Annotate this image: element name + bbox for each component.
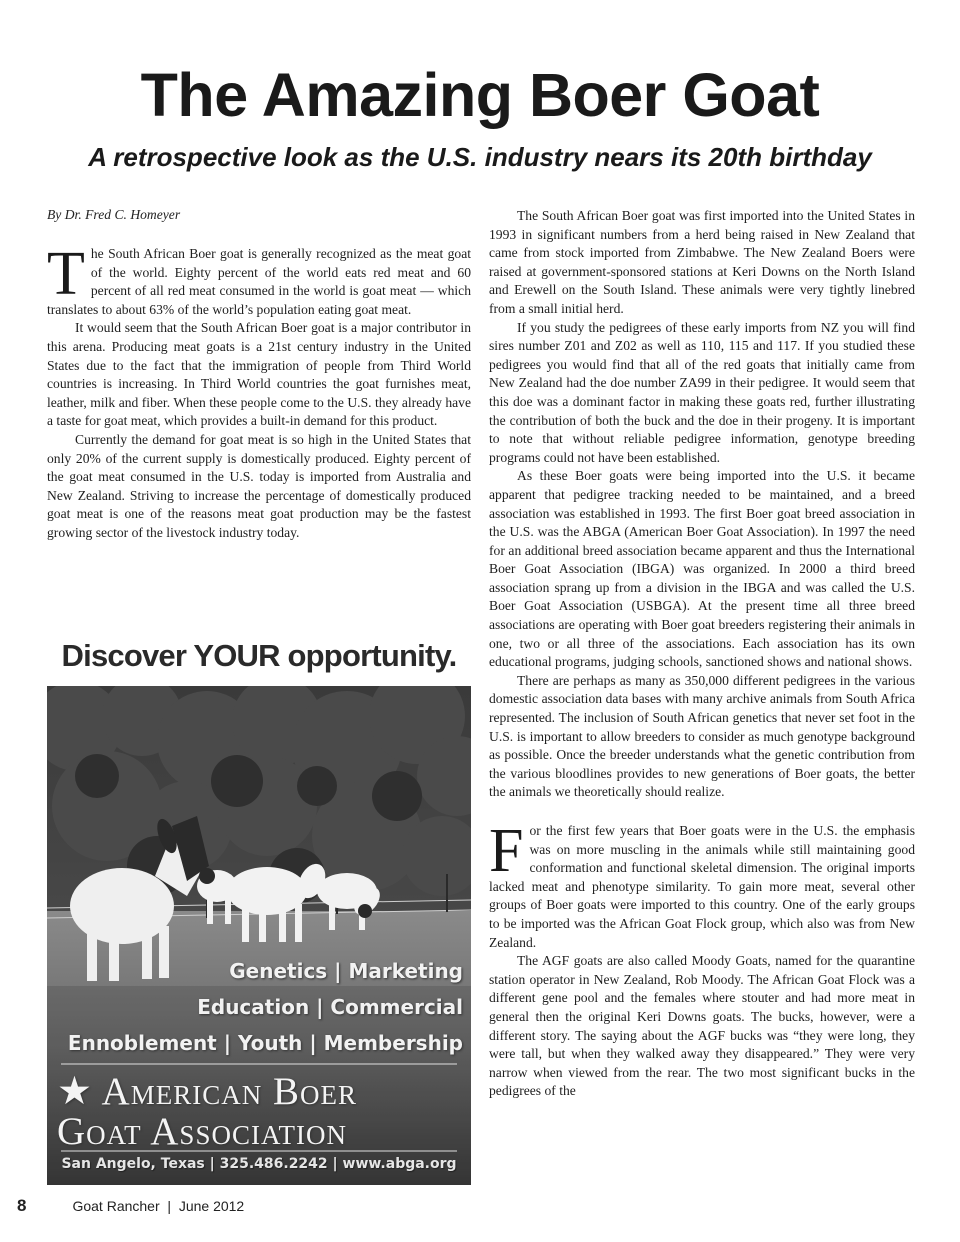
article-subtitle: A retrospective look as the U.S. industry nears its 20th birthday — [88, 142, 872, 172]
drop-cap: F — [489, 817, 524, 885]
byline: By Dr. Fred C. Homeyer — [47, 207, 181, 222]
association-name-line-1: ★ American Boer — [57, 1070, 357, 1113]
ad-headline: Discover YOUR opportunity. — [61, 638, 457, 673]
ad-services-line-1: Genetics | Marketing — [229, 959, 463, 983]
paragraph-9: The AGF goats are also called Moody Goats, named for the quarantine station operator in New Zealand, Rob Moody. The African Goat Flock was a different gene pool and the females where stouter and had more meat in general then the original Keri Downs goats. The bucks, however, were a different story. The saying about the AGF bucks was “they were long, they were tall, but when they walked away they disappeared.” They were very narrow when viewed from the rear. The two most significant bucks in the pedigrees of the — [489, 953, 915, 1099]
abga-advertisement[interactable] — [47, 686, 471, 1185]
page-footer — [17, 1196, 244, 1216]
paragraph-3: Currently the demand for goat meat is so high in the United States that only 20% of the current supply is domestically produced. Eighty percent of the goat meat consumed in the U.S. today is imported from Australia and New Zealand. Striving to increase the percentage of domestically produced goat meat is one of the reasons meat goat production may be the fastest growing sector of the livestock industry today. — [47, 431, 471, 540]
drop-cap: T — [47, 240, 85, 308]
right-column — [489, 207, 915, 1101]
left-column — [47, 240, 471, 543]
paragraph-2: It would seem that the South African Boer goat is a major contributor in this arena. Producing meat goats is a 21st century industry in the United States due to the fact that the immigration of people from Third World countries is increasing. In Third World countries the goat furnishes meat, leather, milk and fiber. When these people come to the U.S. they already have a taste for goat meat, which provides a built-in demand for this product. — [47, 320, 471, 429]
association-name-line-2: Goat Association — [57, 1110, 347, 1153]
paragraph-4: The South African Boer goat was first imported into the United States in 1993 in significant numbers from a herd being raised in New Zealand that came from stock imported from Zimbabwe. The New Zealand Boers were raised at government-sponsored stations at Keri Downs on the North Island and Erewell on the South Island. These animals were very tightly linebred from a small initial herd. — [489, 208, 915, 316]
paragraph-5: If you study the pedigrees of these early imports from NZ you will find sires number Z01 and Z02 as well as 110, 115 and 117. If you studied these pedigrees you would find that all of the red goats that initially came from New Zealand had the doe number ZA99 in their pedigree. It would seem that this doe was a dominant factor in making these goats red, further illustrating the contribution of both the buck and the doe in their progeny. It is important to note that without reliable pedigree information, genotype breeding programs could not have been established. — [489, 319, 915, 465]
publication-info: Goat Rancher | June 2012 — [72, 1198, 245, 1214]
paragraph-8-text: or the first few years that Boer goats were in the U.S. the emphasis was on more muscling in the animals while still maintaining good conformation and functional skeletal dimension. The original imports lacked meat and phenotype similarity. To gain more meat, several other groups of Boer goats were imported to this country. One of the early groups to be imported was the African Goat Flock group, which also was from New Zealand. — [489, 823, 915, 950]
ad-services-line-3: Ennoblement | Youth | Membership — [67, 1031, 463, 1055]
paragraph-6: As these Boer goats were being imported into the U.S. it became apparent that pedigree tracking needed to be maintained, and a breed association was established in 1993. The first Boer goat breed association in the U.S. was the ABGA (American Boer Goat Association). In 1997 the need for an additional breed association became apparent and thus the International Boer Goat Association (IBGA) was organized. In 2000 a third breed association sprang up from a division in the IBGA and was called the U.S. Boer Goat Association (USBGA). At the present time all three breed associations are operating with Boer goat breeders registering their animals in one, two or all three of the associations. Each association has its own educational programs, judging schools, sanctioned shows and national shows. — [489, 468, 915, 670]
paragraph-8 — [489, 817, 915, 952]
paragraph-7: There are perhaps as many as 350,000 different pedigrees in the various domestic association data bases with many archive animals from South Africa represented. The inclusion of South African genetics that never set foot in the U.S. is important to allow breeders to consider as much genotype background as possible. Once the breeder understands what the genetic contribution from the various bloodlines provides to new generations of Boer goats, the better the animals we theoretically should realize. — [489, 672, 915, 800]
ad-contact-info: San Angelo, Texas | 325.486.2242 | www.abga.org — [61, 1156, 457, 1172]
paragraph-1-text: he South African Boer goat is generally recognized as the meat goat of the world. Eighty percent of the world eats red meat and 60 percent of all red meat consumed in the world is goat meat — which translates to about 63% of the world’s population eating goat meat. — [47, 246, 471, 317]
article-title: The Amazing Boer Goat — [140, 61, 820, 129]
ad-services-line-2: Education | Commercial — [197, 995, 463, 1019]
paragraph-1 — [47, 240, 471, 319]
page-number: 8 — [17, 1196, 27, 1215]
